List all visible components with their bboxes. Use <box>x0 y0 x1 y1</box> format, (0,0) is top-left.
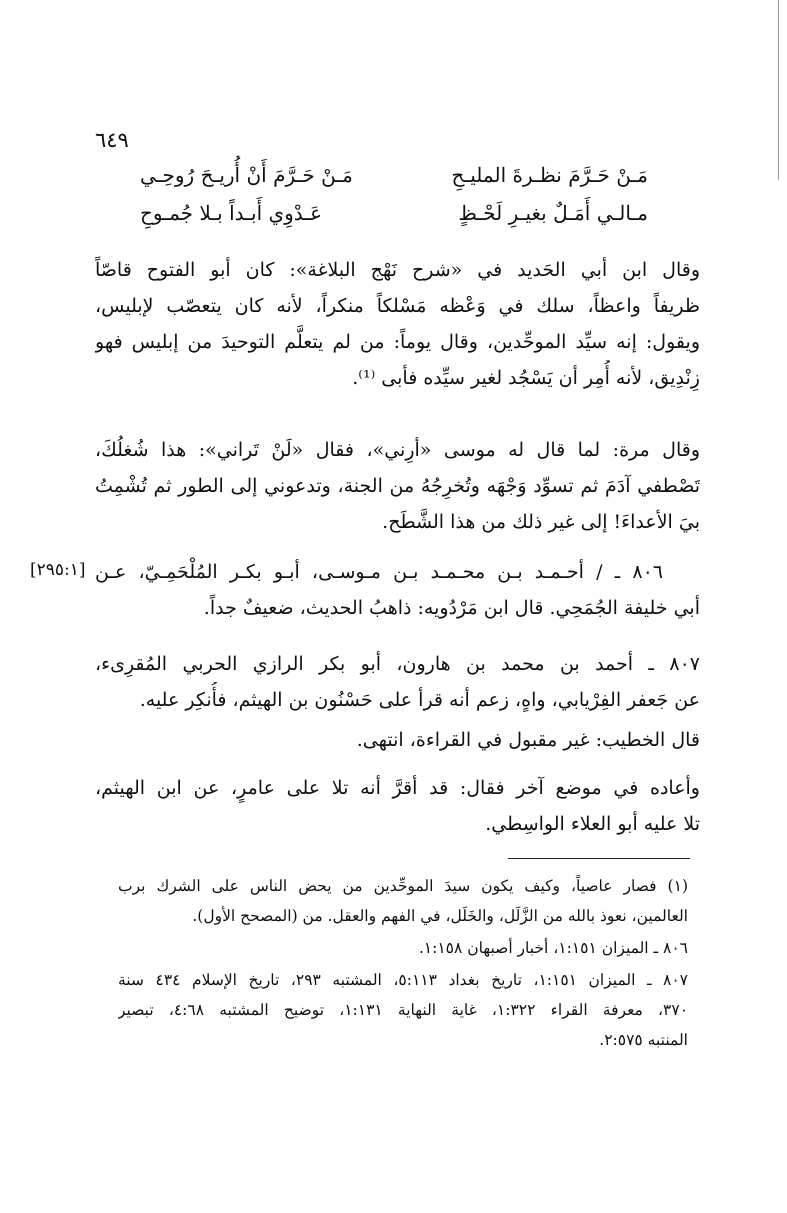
verse-hemistich-right: مَـنْ حَـرَّمَ نظـرةَ المليـحِ <box>451 163 648 187</box>
verse-hemistich-left: عَـدْوِي أَبـداً بـلا جُمـوحِ <box>140 201 323 225</box>
footnote-line: العالمين، نعوذ بالله من الزَّلَل، والخَلَل، في الفهم والعقل. من (المصحح الأول). <box>192 907 688 925</box>
entry-806-heading: ٨٠٦ ـ / أحـمـد بـن محـمـد بـن مـوسـى، أبـو بكـر المُلْحَمِـيّ، عـن <box>95 561 663 583</box>
footnote-line: المنتبه ٢:٥٧٥. <box>599 1031 688 1049</box>
verse-hemistich-left: مَـنْ حَـرَّمَ أَنْ أُريـحَ رُوحِـي <box>140 163 353 187</box>
body-line: وأعاده في موضع آخر فقال: قد أقرَّ أنه تلا على عامرٍ، عن ابن الهيثم، <box>95 777 700 799</box>
footnote-line: (١) فصار عاصياً، وكيف يكون سيدَ الموحِّدين من يحض الناس على الشرك برب <box>118 877 688 895</box>
footnote-separator <box>508 858 690 859</box>
body-line: عن جَعفر الفِرْيابي، واهٍ، زعم أنه قرأ على حَسْنُون بن الهيثم، فأُنكِر عليه. <box>139 689 700 711</box>
footnote-line: ٨٠٧ ـ الميزان ١:١٥١، تاريخ بغداد ٥:١١٣، المشتبه ٢٩٣، تاريخ الإسلام ٤٣٤ سنة <box>118 971 688 989</box>
verse-line <box>140 198 648 228</box>
body-line: وقال مرة: لما قال له موسى «أرِني»، فقال «لَنْ تَراني»: هذا شُغلُكَ، <box>95 439 700 461</box>
footnote-line: ٣٧٠، معرفة القراء ١:٣٢٢، غاية النهاية ١:١٣١، توضيح المشتبه ٤:٦٨، تبصير <box>118 1001 688 1019</box>
entry-807-heading: ٨٠٧ ـ أحمد بن محمد بن هارون، أبو بكر الرازي الحربي المُقرِىء، <box>95 653 700 675</box>
body-line: تَصْطفي آدَمَ ثم تسوِّد وَجْهَه وتُخرِجُهُ من الجنة، وتدعوني إلى الطور ثم تُشْمِتُ <box>95 475 700 497</box>
body-line: قال الخطيب: غير مقبول في القراءة، انتهى. <box>356 729 700 751</box>
page-edge-line <box>778 0 779 180</box>
body-line: أبي خليفة الجُمَحِي. قال ابن مَرْدُويه: ذاهبُ الحديث، ضعيفٌ جداً. <box>203 597 700 619</box>
body-line: بيَ الأعداءَ! إلى غير ذلك من هذا الشَّطَح. <box>382 511 700 533</box>
verse-line <box>140 160 648 190</box>
verse-hemistich-right: مـالـي أَمَـلٌ بغيـرِ لَحْـظٍ <box>458 201 648 225</box>
body-line: تلا عليه أبو العلاء الواسِطي. <box>485 813 700 835</box>
body-line: ظريفاً واعظاً، سلك في وَعْظه مَسْلكاً منكراً، لأنه كان يتعصّب لإبليس، <box>95 295 700 317</box>
margin-reference: [٢٩٥:١] <box>30 560 86 580</box>
page-number: ٦٤٩ <box>95 128 129 152</box>
body-line: ويقول: إنه سيِّد الموحِّدين، وقال يوماً: من لم يتعلَّم التوحيدَ من إبليس فهو <box>95 331 700 353</box>
body-line: زِنْدِيق، لأنه أُمِر أن يَسْجُد لغير سيِّده فأبى ⁽¹⁾. <box>352 367 700 389</box>
footnote-line: ٨٠٦ ـ الميزان ١:١٥١، أخبار أصبهان ١:١٥٨. <box>418 939 688 957</box>
body-line: وقال ابن أبي الحَديد في «شرح نَهْج البلاغة»: كان أبو الفتوح قاصّاً <box>95 259 700 281</box>
